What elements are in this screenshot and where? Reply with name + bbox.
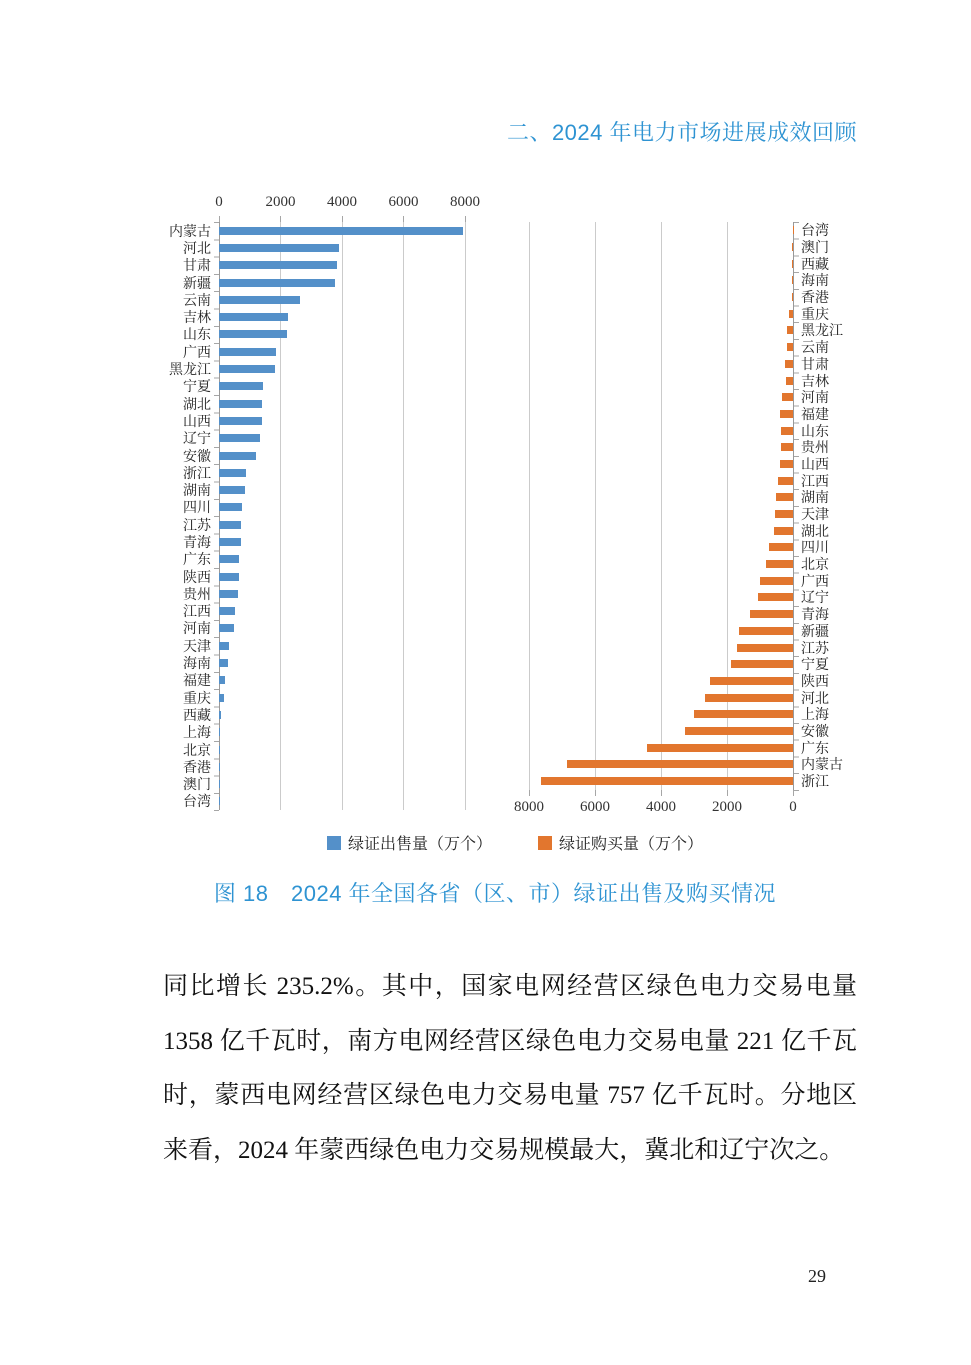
category-label: 辽宁: [801, 591, 829, 607]
bar-新疆: [739, 627, 793, 635]
bar-row: [529, 689, 793, 706]
bar-row: [219, 637, 465, 654]
bar-陕西: [710, 677, 793, 685]
section-heading: 二、2024 年电力市场进展成效回顾: [506, 120, 857, 145]
category-label: 湖南: [183, 484, 211, 500]
bar-江西: [219, 607, 235, 615]
bar-广东: [219, 555, 239, 563]
bar-row: [219, 758, 465, 775]
bar-湖北: [219, 400, 262, 408]
buy-chart-category-ticks: [794, 222, 799, 791]
bar-安徽: [685, 727, 793, 735]
category-label: 澳门: [183, 778, 211, 794]
bar-row: [529, 773, 793, 790]
category-label: 四川: [801, 541, 829, 557]
bar-山东: [781, 427, 793, 435]
category-label: 宁夏: [801, 658, 829, 674]
category-label: 北京: [183, 743, 211, 759]
category-label: 山东: [183, 328, 211, 344]
category-label: 辽宁: [183, 432, 211, 448]
bar-row: [529, 289, 793, 306]
bar-row: [219, 464, 465, 481]
bar-row: [219, 672, 465, 689]
bar-吉林: [219, 313, 288, 321]
category-label: 浙江: [183, 466, 211, 482]
category-label: 安徽: [183, 449, 211, 465]
axis-tick-label: 4000: [646, 799, 676, 815]
category-label: 福建: [801, 407, 829, 423]
buy-chart-plot-area: [529, 222, 793, 790]
bar-row: [529, 472, 793, 489]
bar-row: [529, 506, 793, 523]
bar-广东: [647, 744, 793, 752]
bar-row: [529, 556, 793, 573]
category-label: 河南: [183, 622, 211, 638]
category-label: 重庆: [183, 691, 211, 707]
bar-row: [219, 499, 465, 516]
axis-tick-mark: [595, 790, 596, 796]
bar-广西: [219, 348, 276, 356]
category-label: 内蒙古: [801, 758, 843, 774]
bar-row: [529, 756, 793, 773]
bar-row: [529, 539, 793, 556]
category-label: 新疆: [183, 276, 211, 292]
bar-row: [529, 356, 793, 373]
category-label: 河北: [801, 691, 829, 707]
bar-row: [529, 572, 793, 589]
axis-tick-label: 6000: [388, 194, 419, 210]
bar-row: [219, 603, 465, 620]
category-label: 河北: [183, 241, 211, 257]
bar-上海: [694, 710, 793, 718]
bar-row: [219, 585, 465, 602]
category-label: 山东: [801, 424, 829, 440]
bar-河南: [782, 393, 793, 401]
figure-caption: 图 18 2024 年全国各省（区、市）绿证出售及购买情况: [213, 881, 777, 906]
category-label: 甘肃: [801, 357, 829, 373]
bar-row: [219, 551, 465, 568]
bar-row: [219, 343, 465, 360]
category-label: 上海: [801, 708, 829, 724]
bar-青海: [219, 538, 241, 546]
legend-label-sell: 绿证出售量（万个）: [347, 836, 492, 853]
bar-四川: [219, 503, 242, 511]
bar-row: [529, 589, 793, 606]
bar-row: [529, 739, 793, 756]
bar-内蒙古: [567, 760, 793, 768]
bar-福建: [780, 410, 793, 418]
sell-chart-x-axis: [215, 194, 480, 222]
bar-row: [529, 623, 793, 640]
bar-row: [529, 522, 793, 539]
axis-tick-mark: [661, 790, 662, 796]
bar-row: [219, 257, 465, 274]
category-label: 陕西: [801, 674, 829, 690]
body-paragraph: 同比增长 235.2%。其中，国家电网经营区绿色电力交易电量 1358 亿千瓦时，南方电网经营区绿色电力交易电量 221 亿千瓦时，蒙西电网经营区绿色电力交易电量 757 亿千瓦时。分地区来看，2024 年蒙西绿色电力交易规模最大，冀北和辽宁次之。: [163, 973, 857, 1164]
category-label: 江西: [801, 474, 829, 490]
bar-重庆: [219, 694, 224, 702]
bar-row: [529, 222, 793, 239]
bar-row: [529, 322, 793, 339]
bar-贵州: [781, 443, 793, 451]
bar-row: [529, 723, 793, 740]
category-label: 青海: [801, 608, 829, 624]
bar-row: [219, 222, 465, 239]
bar-row: [219, 360, 465, 377]
category-label: 北京: [801, 558, 829, 574]
category-label: 上海: [183, 726, 211, 742]
bar-甘肃: [219, 261, 337, 269]
bar-云南: [219, 296, 300, 304]
bar-宁夏: [219, 382, 263, 390]
axis-tick-label: 4000: [327, 194, 357, 210]
category-label: 宁夏: [183, 380, 211, 396]
legend-item-sell: [327, 831, 492, 854]
bar-重庆: [789, 310, 793, 318]
category-label: 台湾: [183, 795, 211, 811]
category-label: 天津: [183, 639, 211, 655]
bar-row: [219, 516, 465, 533]
axis-tick-label: 8000: [450, 194, 480, 210]
category-label: 江苏: [183, 518, 211, 534]
bar-辽宁: [758, 593, 793, 601]
category-label: 香港: [801, 291, 829, 307]
bar-江苏: [219, 521, 241, 529]
category-label: 安徽: [801, 724, 829, 740]
bar-河北: [219, 244, 339, 252]
category-label: 青海: [183, 536, 211, 551]
bar-河南: [219, 624, 234, 632]
category-label: 广西: [183, 345, 211, 361]
bars-group: [219, 222, 465, 810]
bar-row: [219, 274, 465, 291]
bar-row: [529, 422, 793, 439]
category-label: 新疆: [801, 624, 829, 640]
bar-row: [219, 481, 465, 498]
category-label: 香港: [183, 760, 211, 776]
bar-辽宁: [219, 434, 260, 442]
category-label: 浙江: [801, 775, 829, 791]
bar-湖南: [219, 486, 245, 494]
legend-item-buy: [538, 831, 703, 854]
category-label: 黑龙江: [169, 363, 211, 379]
bar-湖北: [774, 527, 793, 535]
category-label: 湖南: [801, 491, 829, 507]
category-label: 广东: [801, 741, 829, 757]
bar-row: [219, 239, 465, 256]
bar-row: [529, 339, 793, 356]
bar-浙江: [219, 469, 246, 477]
bar-上海: [219, 728, 220, 736]
bar-row: [529, 606, 793, 623]
category-label: 吉林: [801, 374, 829, 390]
bar-row: [529, 489, 793, 506]
bar-湖南: [776, 493, 793, 501]
category-label: 云南: [183, 293, 211, 309]
bar-row: [219, 291, 465, 308]
bar-row: [219, 533, 465, 550]
category-label: 海南: [801, 274, 829, 290]
bar-row: [529, 389, 793, 406]
bar-陕西: [219, 573, 239, 581]
bar-山西: [780, 460, 793, 468]
category-label: 重庆: [801, 307, 829, 323]
chart-legend: [170, 831, 860, 854]
bar-row: [529, 639, 793, 656]
bar-北京: [766, 560, 793, 568]
bar-row: [529, 305, 793, 322]
legend-swatch-buy: [538, 836, 552, 850]
bar-row: [219, 568, 465, 585]
bar-新疆: [219, 279, 335, 287]
bar-row: [529, 706, 793, 723]
bar-河北: [705, 694, 793, 702]
bar-山东: [219, 330, 287, 338]
bar-江苏: [737, 644, 793, 652]
category-label: 四川: [183, 501, 211, 517]
bar-row: [529, 656, 793, 673]
category-label: 贵州: [801, 441, 829, 457]
axis-tick-label: 0: [789, 799, 797, 815]
bar-香港: [792, 293, 793, 301]
category-label: 江苏: [801, 641, 829, 657]
bar-宁夏: [731, 660, 793, 668]
category-label: 海南: [183, 657, 211, 673]
bar-row: [219, 620, 465, 637]
bar-海南: [792, 276, 793, 284]
bar-西藏: [792, 260, 793, 268]
bar-row: [219, 430, 465, 447]
axis-tick-label: 6000: [580, 799, 610, 815]
bars-group: [529, 222, 793, 790]
category-label: 甘肃: [183, 259, 211, 275]
bar-云南: [787, 343, 793, 351]
bar-贵州: [219, 590, 238, 598]
legend-label-buy: 绿证购买量（万个）: [559, 836, 704, 853]
axis-tick-mark: [529, 790, 530, 796]
bar-海南: [219, 659, 228, 667]
bar-浙江: [541, 777, 793, 785]
bar-天津: [775, 510, 793, 518]
bar-北京: [219, 746, 220, 754]
bar-row: [219, 689, 465, 706]
bar-福建: [219, 676, 225, 684]
bar-row: [529, 456, 793, 473]
bar-row: [529, 673, 793, 690]
bar-青海: [750, 610, 793, 618]
sell-chart-category-labels: [138, 222, 211, 810]
category-label: 贵州: [183, 587, 211, 603]
bar-row: [529, 255, 793, 272]
category-label: 吉林: [183, 311, 211, 327]
category-label: 西藏: [801, 257, 829, 273]
bar-row: [529, 372, 793, 389]
category-label: 广东: [183, 553, 211, 569]
buy-chart-x-axis: [514, 790, 797, 820]
axis-tick-mark: [727, 790, 728, 796]
bar-西藏: [219, 711, 221, 719]
sell-chart-plot-area: [219, 222, 465, 810]
bar-row: [219, 378, 465, 395]
category-label: 澳门: [801, 241, 829, 257]
category-label: 江西: [183, 605, 211, 621]
category-label: 黑龙江: [801, 324, 843, 340]
axis-tick-label: 8000: [514, 799, 544, 815]
category-label: 河南: [801, 391, 829, 407]
bar-row: [219, 741, 465, 758]
category-label: 台湾: [801, 224, 829, 240]
bar-安徽: [219, 452, 256, 460]
bar-row: [529, 239, 793, 256]
bar-row: [219, 654, 465, 671]
bar-天津: [219, 642, 229, 650]
bar-row: [219, 395, 465, 412]
bar-吉林: [786, 377, 793, 385]
category-label: 西藏: [183, 708, 211, 724]
axis-tick-label: 0: [215, 194, 223, 210]
axis-tick-label: 2000: [265, 194, 296, 210]
category-label: 湖北: [801, 524, 829, 540]
category-label: 湖北: [183, 397, 211, 413]
bar-广西: [760, 577, 793, 585]
category-label: 内蒙古: [169, 224, 211, 240]
legend-swatch-sell: [327, 836, 341, 850]
bar-内蒙古: [219, 227, 463, 235]
bar-row: [219, 706, 465, 723]
bar-四川: [769, 543, 793, 551]
category-label: 山西: [183, 414, 211, 430]
bar-黑龙江: [219, 365, 275, 373]
bar-row: [219, 326, 465, 343]
page-number: 29: [808, 1266, 826, 1286]
bar-row: [529, 406, 793, 423]
bar-黑龙江: [787, 326, 793, 334]
bar-甘肃: [785, 360, 793, 368]
category-label: 天津: [801, 508, 829, 524]
axis-tick-label: 2000: [712, 799, 742, 815]
category-label: 山西: [801, 457, 829, 473]
bar-row: [529, 439, 793, 456]
bar-row: [529, 272, 793, 289]
category-label: 陕西: [183, 570, 211, 586]
buy-chart-category-labels: [801, 222, 881, 789]
bar-澳门: [792, 243, 793, 251]
bar-row: [219, 412, 465, 429]
bar-江西: [778, 477, 793, 485]
category-label: 云南: [801, 341, 829, 357]
bar-row: [219, 724, 465, 741]
bar-山西: [219, 417, 262, 425]
bar-row: [219, 793, 465, 810]
bar-row: [219, 308, 465, 325]
category-label: 福建: [183, 674, 211, 690]
bar-row: [219, 776, 465, 793]
bar-row: [219, 447, 465, 464]
category-label: 广西: [801, 574, 829, 590]
axis-tick-mark: [793, 790, 794, 796]
